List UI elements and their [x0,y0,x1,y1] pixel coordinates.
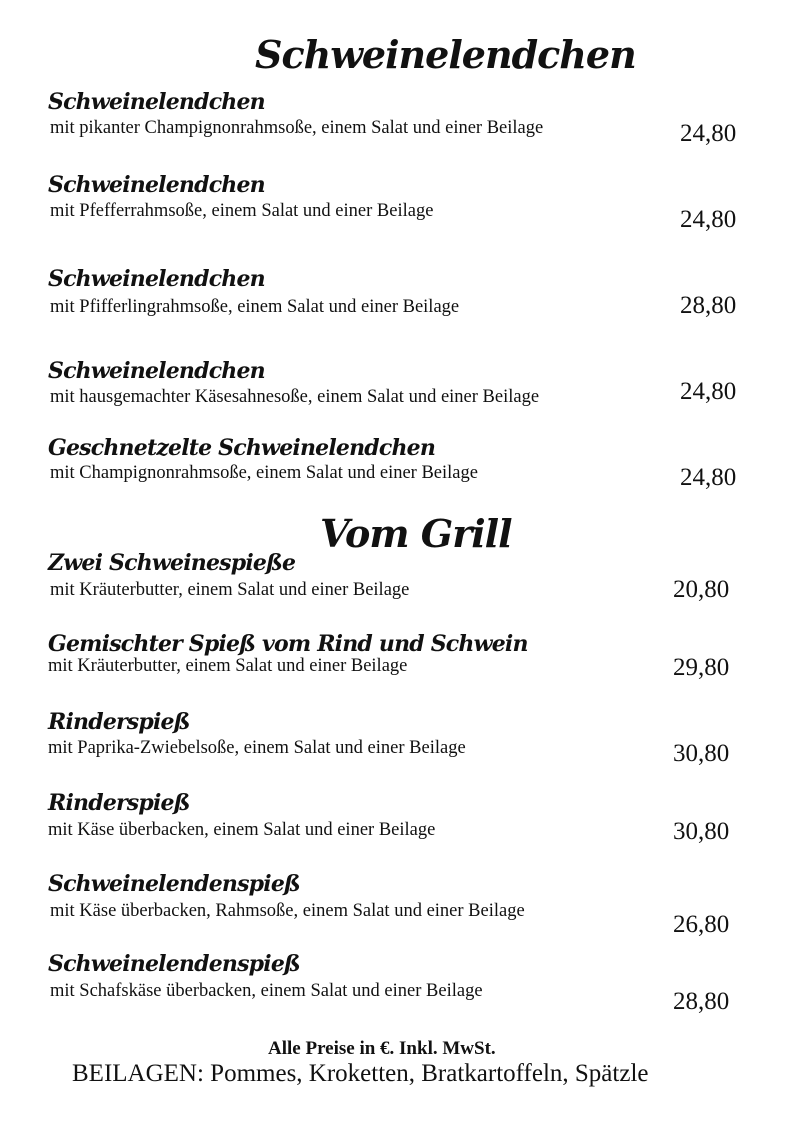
beilagen-text: Pommes, Kroketten, Bratkartoffeln, Spätzle [210,1060,649,1087]
dish-description: mit Kräuterbutter, einem Salat und einer Beilage [50,580,410,600]
section-title-vom-grill: Vom Grill [320,511,512,556]
dish-price: 28,80 [673,988,730,1015]
dish-description: mit pikanter Champignonrahmsoße, einem Salat und einer Beilage [50,118,544,138]
dish-name: Gemischter Spieß vom Rind und Schwein [48,631,528,657]
dish-price: 26,80 [673,911,730,938]
dish-price: 24,80 [680,206,737,233]
dish-price: 28,80 [680,292,737,319]
dish-price: 30,80 [673,740,730,767]
beilagen-line [72,1060,649,1088]
dish-price: 24,80 [680,464,737,491]
dish-name: Schweinelendchen [48,266,265,292]
dish-price: 29,80 [673,654,730,681]
dish-description: mit Schafskäse überbacken, einem Salat und einer Beilage [50,981,483,1001]
dish-description: mit hausgemachter Käsesahnesoße, einem Salat und einer Beilage [50,387,540,407]
dish-name: Schweinelendchen [48,172,265,198]
dish-price: 24,80 [680,378,737,405]
dish-description: mit Paprika-Zwiebelsoße, einem Salat und einer Beilage [48,738,466,758]
section-title-schweinelendchen: Schweinelendchen [255,32,636,77]
dish-name: Schweinelendchen [48,89,265,115]
dish-description: mit Kräuterbutter, einem Salat und einer Beilage [48,656,408,676]
dish-name: Zwei Schweinespieße [48,550,296,576]
dish-price: 24,80 [680,120,737,147]
dish-price: 30,80 [673,818,730,845]
dish-description: mit Käse überbacken, Rahmsoße, einem Salat und einer Beilage [50,901,525,921]
dish-name: Geschnetzelte Schweinelendchen [48,435,436,461]
dish-description: mit Pfifferlingrahmsoße, einem Salat und einer Beilage [50,297,460,317]
dish-description: mit Käse überbacken, einem Salat und einer Beilage [48,820,436,840]
dish-description: mit Champignonrahmsoße, einem Salat und einer Beilage [50,463,478,483]
dish-price: 20,80 [673,576,730,603]
beilagen-label: BEILAGEN: [72,1060,204,1087]
dish-name: Schweinelendenspieß [48,871,300,897]
price-note: Alle Preise in €. Inkl. MwSt. [268,1038,496,1059]
dish-name: Schweinelendchen [48,358,265,384]
dish-name: Schweinelendenspieß [48,951,300,977]
dish-name: Rinderspieß [48,709,190,735]
dish-description: mit Pfefferrahmsoße, einem Salat und einer Beilage [50,201,434,221]
dish-name: Rinderspieß [48,790,190,816]
